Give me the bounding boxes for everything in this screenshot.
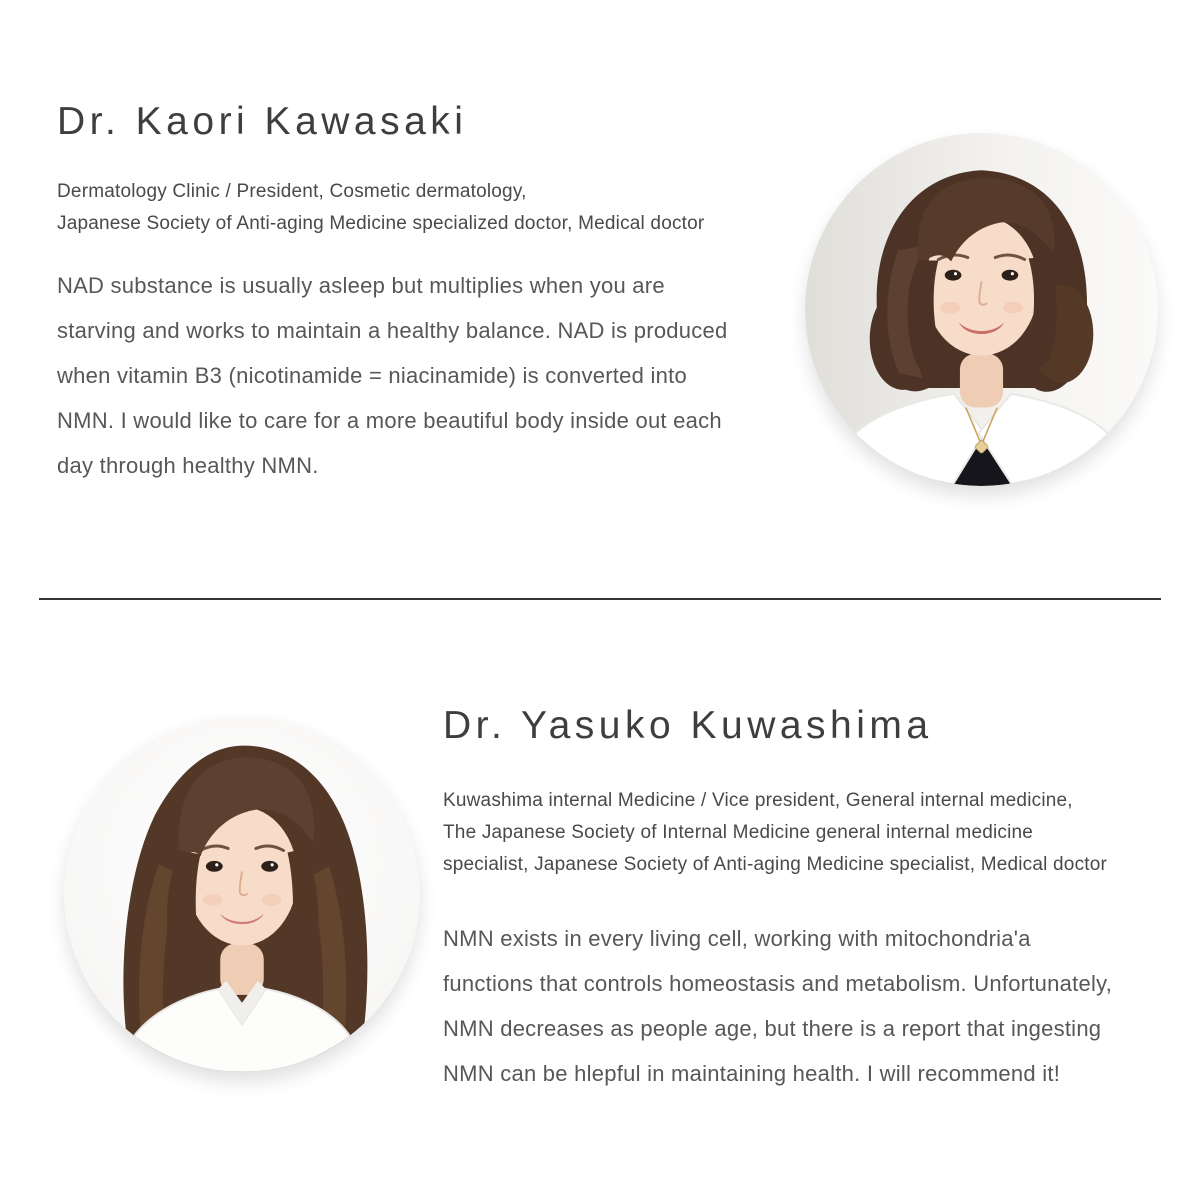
quote-line: functions that controls homeostasis and metabolism. Unfortunately, bbox=[443, 971, 1113, 996]
doctor-quote-kuwashima bbox=[443, 916, 1193, 1096]
profile-section-kuwashima bbox=[443, 704, 1193, 1096]
quote-line: NMN. I would like to care for a more beautiful body inside out each bbox=[57, 408, 722, 433]
doctor-quote-kawasaki bbox=[57, 263, 805, 488]
section-divider bbox=[39, 598, 1161, 600]
doctor-title-kawasaki bbox=[57, 176, 805, 240]
portrait-illustration-kuwashima bbox=[64, 716, 420, 1072]
quote-line: starving and works to maintain a healthy balance. NAD is produced bbox=[57, 318, 728, 343]
title-line: Dermatology Clinic / President, Cosmetic dermatology, bbox=[57, 181, 527, 202]
doctor-photo-kuwashima bbox=[64, 716, 420, 1072]
title-line: The Japanese Society of Internal Medicine general internal medicine bbox=[443, 822, 1034, 843]
quote-line: NMN decreases as people age, but there is a report that ingesting bbox=[443, 1016, 1102, 1041]
doctor-name-kawasaki: Dr. Kaori Kawasaki bbox=[57, 100, 468, 143]
quote-line: when vitamin B3 (nicotinamide = niacinamide) is converted into bbox=[57, 363, 687, 388]
doctor-name-kuwashima: Dr. Yasuko Kuwashima bbox=[443, 704, 933, 747]
quote-line: NMN exists in every living cell, working with mitochondria'a bbox=[443, 926, 1031, 951]
profile-section-kawasaki bbox=[57, 100, 805, 488]
portrait-illustration-kawasaki bbox=[805, 133, 1158, 486]
title-line: Kuwashima internal Medicine / Vice president, General internal medicine, bbox=[443, 790, 1073, 811]
quote-line: NAD substance is usually asleep but multiplies when you are bbox=[57, 273, 665, 298]
title-line: Japanese Society of Anti-aging Medicine specialized doctor, Medical doctor bbox=[57, 213, 705, 234]
title-line: specialist, Japanese Society of Anti-aging Medicine specialist, Medical doctor bbox=[443, 854, 1108, 875]
quote-line: day through healthy NMN. bbox=[57, 453, 319, 478]
doctor-photo-kawasaki bbox=[805, 133, 1158, 486]
quote-line: NMN can be hlepful in maintaining health. I will recommend it! bbox=[443, 1061, 1061, 1086]
doctor-title-kuwashima bbox=[443, 785, 1193, 881]
